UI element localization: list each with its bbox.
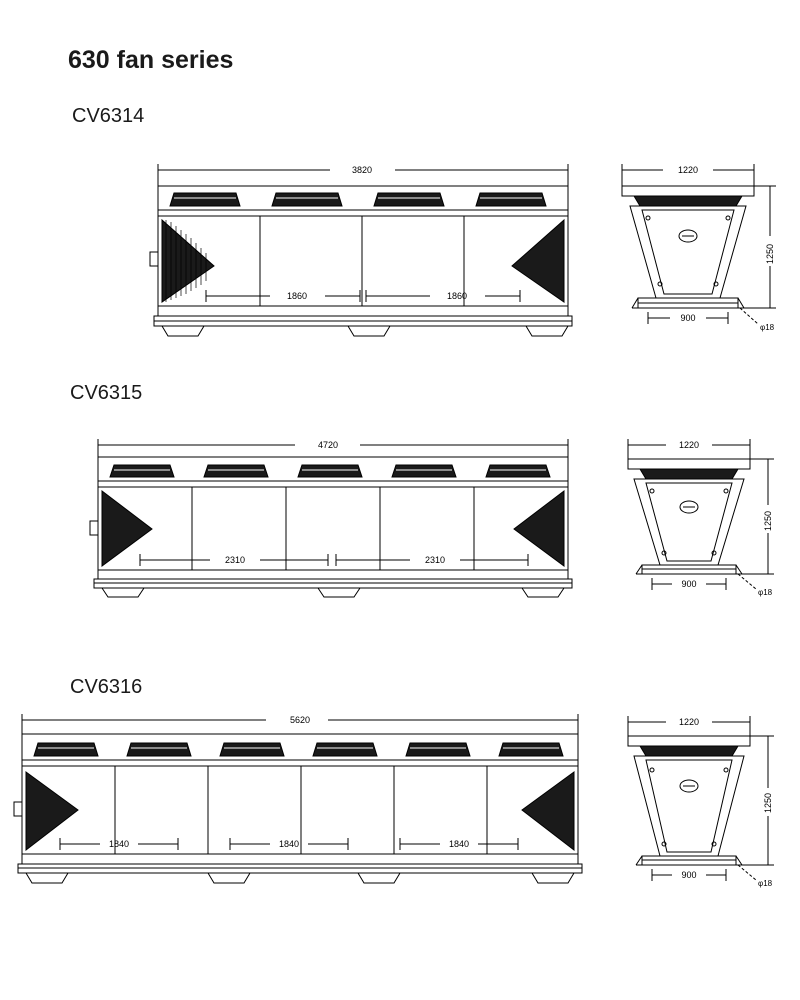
note-hole-cv6316: φ18 — [758, 879, 773, 888]
dim-height-cv6314: 1250 — [765, 243, 775, 265]
drawing-cv6316-side — [608, 702, 788, 902]
model-label-cv6315: CV6315 — [70, 382, 143, 404]
dim-segment-1-cv6315: 2310 — [224, 555, 246, 565]
page-title: 630 fan series — [68, 46, 234, 74]
model-label-cv6316: CV6316 — [70, 676, 143, 698]
dim-segment-1-cv6316: 1840 — [108, 839, 130, 849]
dim-height-cv6315: 1250 — [763, 510, 773, 532]
dim-segment-3-cv6316: 1840 — [448, 839, 470, 849]
dim-base-width-cv6315: 900 — [681, 579, 697, 589]
dim-top-width-cv6314: 1220 — [677, 165, 699, 175]
note-hole-cv6314: φ18 — [760, 323, 775, 332]
dim-overall-width-cv6314: 3820 — [351, 165, 373, 175]
dim-top-width-cv6316: 1220 — [678, 717, 700, 727]
dim-height-cv6316: 1250 — [763, 792, 773, 814]
dim-segment-2-cv6316: 1840 — [278, 839, 300, 849]
drawing-cv6314-front — [140, 148, 590, 358]
dim-top-width-cv6315: 1220 — [678, 440, 700, 450]
model-label-cv6314: CV6314 — [72, 105, 145, 127]
dim-segment-2-cv6314: 1860 — [446, 291, 468, 301]
dim-overall-width-cv6316: 5620 — [289, 715, 311, 725]
drawing-cv6315-front — [80, 425, 590, 610]
dim-base-width-cv6314: 900 — [680, 313, 696, 323]
dim-segment-2-cv6315: 2310 — [424, 555, 446, 565]
drawing-cv6315-side — [608, 425, 788, 610]
dim-segment-1-cv6314: 1860 — [286, 291, 308, 301]
note-hole-cv6315: φ18 — [758, 588, 773, 597]
drawing-cv6314-side — [608, 148, 788, 358]
dim-base-width-cv6316: 900 — [681, 870, 697, 880]
drawing-cv6316-front — [8, 702, 598, 902]
dim-overall-width-cv6315: 4720 — [317, 440, 339, 450]
